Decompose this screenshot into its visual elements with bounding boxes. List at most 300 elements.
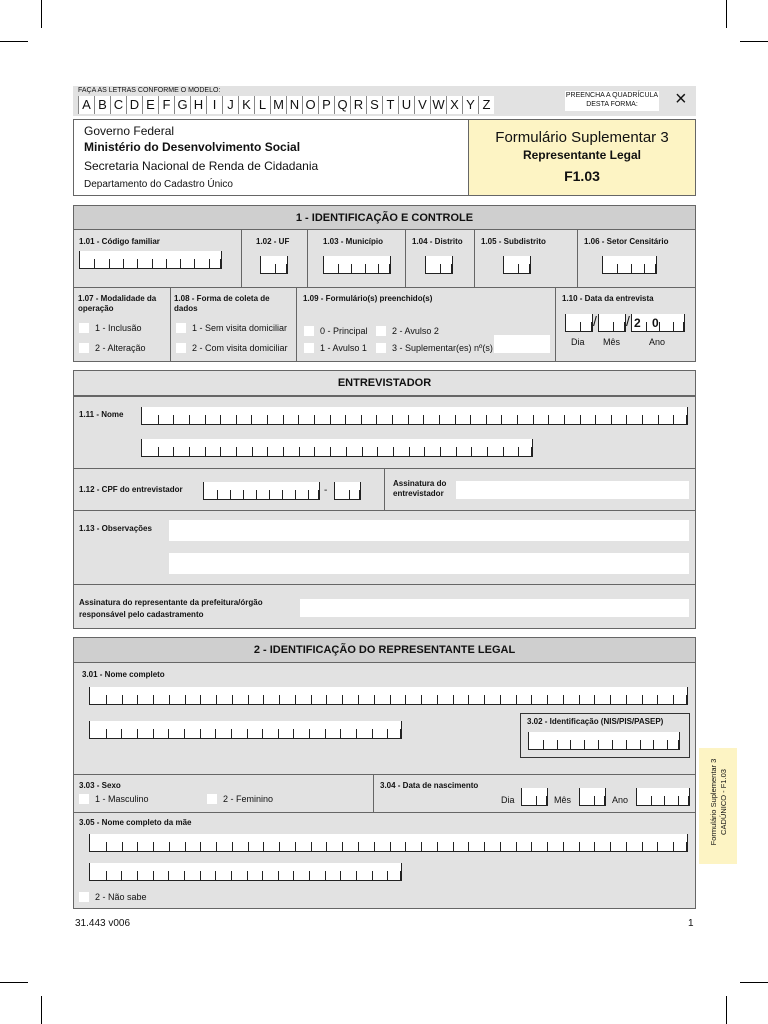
cell-divider bbox=[393, 447, 394, 456]
uf-input[interactable] bbox=[260, 256, 288, 274]
cell-divider bbox=[378, 264, 379, 273]
cell-divider bbox=[610, 695, 611, 704]
cell-divider bbox=[631, 264, 632, 273]
cell-divider bbox=[531, 842, 532, 851]
cell-divider bbox=[531, 695, 532, 704]
birth-year-input[interactable] bbox=[636, 788, 690, 806]
observations-line2[interactable] bbox=[169, 553, 689, 574]
cell-divider bbox=[338, 264, 339, 273]
cell-divider bbox=[349, 490, 350, 499]
cell-divider bbox=[309, 871, 310, 880]
field-1-09-label: 1.09 - Formulário(s) preenchido(s) bbox=[303, 294, 433, 303]
field-3-04-label: 3.04 - Data de nascimento bbox=[380, 781, 479, 790]
cell-divider bbox=[314, 447, 315, 456]
cell-divider bbox=[626, 695, 627, 704]
field-1-10-label: 1.10 - Data da entrevista bbox=[562, 294, 654, 303]
divider bbox=[73, 287, 696, 288]
cell-divider bbox=[390, 842, 391, 851]
birth-day-input[interactable] bbox=[521, 788, 548, 806]
model-letter: P bbox=[318, 96, 334, 114]
form-code: F1.03 bbox=[564, 168, 600, 184]
cell-divider bbox=[152, 259, 153, 268]
option-inclusion[interactable]: 1 - Inclusão bbox=[79, 323, 142, 334]
side-tab bbox=[699, 748, 737, 864]
model-letter: T bbox=[382, 96, 398, 114]
cell-divider bbox=[516, 842, 517, 851]
form-title: Formulário Suplementar 3 bbox=[495, 129, 669, 146]
cell-divider bbox=[262, 729, 263, 738]
cell-divider bbox=[137, 871, 138, 880]
cell-divider bbox=[279, 842, 280, 851]
model-letter: L bbox=[254, 96, 270, 114]
model-letter: S bbox=[366, 96, 382, 114]
option-avulso-2[interactable]: 2 - Avulso 2 bbox=[376, 326, 439, 337]
date-separator: / bbox=[593, 313, 597, 329]
cell-divider bbox=[247, 871, 248, 880]
cell-divider bbox=[330, 447, 331, 456]
cell-divider bbox=[267, 447, 268, 456]
cell-divider bbox=[295, 490, 296, 499]
census-sector-input[interactable] bbox=[602, 256, 657, 274]
field-1-08-label: 1.08 - Forma de coleta de dados bbox=[174, 294, 270, 313]
crop-mark bbox=[41, 0, 42, 28]
checkbox[interactable] bbox=[79, 343, 89, 353]
divider bbox=[241, 230, 242, 287]
cell-divider bbox=[137, 729, 138, 738]
cell-divider bbox=[486, 415, 487, 424]
cell-divider bbox=[166, 259, 167, 268]
checkbox[interactable] bbox=[376, 326, 386, 336]
model-letter: W bbox=[430, 96, 446, 114]
cell-divider bbox=[269, 490, 270, 499]
cell-divider bbox=[423, 415, 424, 424]
cell-divider bbox=[570, 740, 571, 749]
cell-divider bbox=[122, 842, 123, 851]
rep-signature-field[interactable] bbox=[300, 599, 689, 617]
year-caption: Ano bbox=[649, 337, 666, 347]
model-letter: D bbox=[126, 96, 142, 114]
option-principal[interactable]: 0 - Principal bbox=[304, 326, 368, 337]
family-code-input[interactable] bbox=[79, 251, 222, 269]
cell-divider bbox=[342, 842, 343, 851]
option-female[interactable]: 2 - Feminino bbox=[207, 794, 273, 805]
interviewer-name-line2[interactable] bbox=[141, 439, 533, 457]
model-letter: Q bbox=[334, 96, 350, 114]
cell-divider bbox=[184, 871, 185, 880]
cell-divider bbox=[361, 415, 362, 424]
cell-divider bbox=[557, 740, 558, 749]
cell-divider bbox=[345, 415, 346, 424]
cell-divider bbox=[439, 415, 440, 424]
cpf-input[interactable] bbox=[203, 482, 320, 500]
model-letter: E bbox=[142, 96, 158, 114]
birth-month-caption: Mês bbox=[554, 795, 572, 805]
cell-divider bbox=[405, 842, 406, 851]
cell-divider bbox=[189, 447, 190, 456]
cell-divider bbox=[200, 871, 201, 880]
field-3-01-label: 3.01 - Nome completo bbox=[82, 670, 165, 679]
model-letter: Z bbox=[478, 96, 494, 114]
cell-divider bbox=[311, 842, 312, 851]
cell-divider bbox=[487, 447, 488, 456]
cell-divider bbox=[484, 695, 485, 704]
cell-divider bbox=[644, 264, 645, 273]
divider bbox=[73, 510, 696, 511]
cell-divider bbox=[440, 447, 441, 456]
cell-divider bbox=[376, 415, 377, 424]
field-3-05-label: 3.05 - Nome completo da mãe bbox=[79, 818, 192, 827]
cell-divider bbox=[617, 264, 618, 273]
full-name-line2[interactable] bbox=[89, 721, 402, 739]
model-caption: FAÇA AS LETRAS CONFORME O MODELO: bbox=[78, 87, 221, 94]
cell-divider bbox=[468, 842, 469, 851]
cell-divider bbox=[325, 729, 326, 738]
mother-name-line1[interactable] bbox=[89, 834, 688, 852]
cell-divider bbox=[256, 490, 257, 499]
cell-divider bbox=[158, 415, 159, 424]
cell-divider bbox=[387, 871, 388, 880]
cell-divider bbox=[325, 871, 326, 880]
cell-divider bbox=[579, 842, 580, 851]
cell-divider bbox=[209, 259, 210, 268]
divider bbox=[307, 230, 308, 287]
cell-divider bbox=[612, 740, 613, 749]
field-1-07-label: 1.07 - Modalidade da operação bbox=[78, 294, 157, 313]
cell-divider bbox=[377, 447, 378, 456]
agency-line1: Governo Federal bbox=[84, 124, 175, 138]
cell-divider bbox=[200, 729, 201, 738]
option-alteration[interactable]: 2 - Alteração bbox=[79, 343, 146, 354]
section2-title: 2 - IDENTIFICAÇÃO DO REPRESENTANTE LEGAL bbox=[73, 637, 696, 663]
divider bbox=[384, 468, 385, 510]
form-subtitle: Representante Legal bbox=[522, 148, 642, 162]
option-unknown-mother[interactable]: 2 - Não sabe bbox=[79, 892, 147, 903]
model-letter: A bbox=[78, 96, 94, 114]
cell-divider bbox=[278, 871, 279, 880]
cell-divider bbox=[673, 695, 674, 704]
cell-divider bbox=[500, 842, 501, 851]
checkbox[interactable] bbox=[176, 343, 186, 353]
divider bbox=[73, 812, 696, 813]
field-1-04-label: 1.04 - Distrito bbox=[412, 237, 463, 246]
interviewer-signature-field[interactable] bbox=[456, 481, 689, 499]
model-letter: B bbox=[94, 96, 110, 114]
crop-mark bbox=[726, 0, 727, 28]
cell-divider bbox=[564, 415, 565, 424]
footer-code: 31.443 v006 bbox=[75, 918, 131, 929]
crop-mark bbox=[41, 996, 42, 1024]
cell-divider bbox=[308, 490, 309, 499]
interviewer-name-line1[interactable] bbox=[141, 407, 688, 425]
divider bbox=[170, 287, 171, 362]
cell-divider bbox=[351, 264, 352, 273]
crop-mark bbox=[726, 996, 727, 1024]
cell-divider bbox=[314, 415, 315, 424]
option-avulso-1[interactable]: 1 - Avulso 1 bbox=[304, 343, 367, 354]
mother-name-line2[interactable] bbox=[89, 863, 402, 881]
cell-divider bbox=[279, 695, 280, 704]
cell-divider bbox=[263, 842, 264, 851]
cell-divider bbox=[168, 729, 169, 738]
municipality-input[interactable] bbox=[323, 256, 391, 274]
observations-line1[interactable] bbox=[169, 520, 689, 541]
checkbox[interactable] bbox=[176, 323, 186, 333]
district-input[interactable] bbox=[425, 256, 453, 274]
divider bbox=[405, 230, 406, 287]
cell-divider bbox=[248, 842, 249, 851]
option-supplementary[interactable]: 3 - Suplementar(es) nº(s) bbox=[376, 343, 493, 354]
cell-divider bbox=[392, 415, 393, 424]
field-3-03-label: 3.03 - Sexo bbox=[79, 781, 121, 790]
form-title-block bbox=[468, 119, 696, 196]
checkbox[interactable] bbox=[79, 323, 89, 333]
nis-input[interactable] bbox=[528, 732, 680, 750]
section1-title: 1 - IDENTIFICAÇÃO E CONTROLE bbox=[73, 205, 696, 230]
cell-divider bbox=[453, 695, 454, 704]
cell-divider bbox=[440, 264, 441, 273]
option-with-visit[interactable]: 2 - Com visita domiciliar bbox=[176, 343, 288, 354]
cell-divider bbox=[673, 322, 674, 331]
field-1-01-label: 1.01 - Código familiar bbox=[79, 237, 160, 246]
agency-line4: Departamento do Cadastro Único bbox=[84, 179, 233, 190]
cell-divider bbox=[421, 842, 422, 851]
cell-divider bbox=[194, 259, 195, 268]
cell-divider bbox=[216, 842, 217, 851]
cell-divider bbox=[365, 264, 366, 273]
cell-divider bbox=[173, 447, 174, 456]
model-letter: J bbox=[222, 96, 238, 114]
cpf-check-input[interactable] bbox=[334, 482, 361, 500]
cell-divider bbox=[563, 695, 564, 704]
cell-divider bbox=[283, 447, 284, 456]
option-without-visit[interactable]: 1 - Sem visita domiciliar bbox=[176, 323, 287, 334]
model-letters bbox=[78, 96, 494, 114]
cell-divider bbox=[500, 695, 501, 704]
cpf-separator: - bbox=[324, 485, 328, 496]
cell-divider bbox=[667, 740, 668, 749]
cell-divider bbox=[232, 695, 233, 704]
cell-divider bbox=[330, 415, 331, 424]
cell-divider bbox=[437, 695, 438, 704]
cell-divider bbox=[220, 447, 221, 456]
cell-divider bbox=[215, 729, 216, 738]
cell-divider bbox=[642, 842, 643, 851]
cell-divider bbox=[299, 447, 300, 456]
agency-line2: Ministério do Desenvolvimento Social bbox=[84, 140, 301, 154]
cell-divider bbox=[248, 695, 249, 704]
cell-divider bbox=[455, 415, 456, 424]
cell-divider bbox=[121, 729, 122, 738]
cell-divider bbox=[137, 259, 138, 268]
cell-divider bbox=[374, 695, 375, 704]
subdistrict-input[interactable] bbox=[503, 256, 531, 274]
year-prefix: 2 0 bbox=[634, 316, 663, 330]
cell-divider bbox=[243, 490, 244, 499]
cell-divider bbox=[678, 796, 679, 805]
cell-divider bbox=[653, 740, 654, 749]
model-letter: I bbox=[206, 96, 222, 114]
crop-mark bbox=[740, 982, 768, 983]
option-male[interactable]: 1 - Masculino bbox=[79, 794, 149, 805]
cell-divider bbox=[251, 415, 252, 424]
cell-divider bbox=[516, 695, 517, 704]
date-separator: / bbox=[626, 313, 630, 329]
cell-divider bbox=[362, 447, 363, 456]
rep-signature-label: Assinatura do representante da prefeitura/órgão responsável pelo cadastramento bbox=[79, 598, 263, 619]
field-1-12-label: 1.12 - CPF do entrevistador bbox=[79, 485, 183, 494]
field-1-02-label: 1.02 - UF bbox=[256, 237, 290, 246]
model-letter: G bbox=[174, 96, 190, 114]
cell-divider bbox=[200, 842, 201, 851]
cell-divider bbox=[468, 695, 469, 704]
cell-divider bbox=[217, 490, 218, 499]
cell-divider bbox=[184, 729, 185, 738]
birth-day-caption: Dia bbox=[501, 795, 515, 805]
cell-divider bbox=[236, 415, 237, 424]
cell-divider bbox=[536, 796, 537, 805]
cell-divider bbox=[518, 264, 519, 273]
cell-divider bbox=[372, 871, 373, 880]
page-number: 1 bbox=[688, 918, 694, 929]
checkbox[interactable] bbox=[79, 794, 89, 804]
cell-divider bbox=[471, 447, 472, 456]
cell-divider bbox=[651, 796, 652, 805]
cell-divider bbox=[547, 695, 548, 704]
model-letter: C bbox=[110, 96, 126, 114]
cell-divider bbox=[613, 322, 614, 331]
cell-divider bbox=[158, 447, 159, 456]
cell-divider bbox=[205, 415, 206, 424]
full-name-line1[interactable] bbox=[89, 687, 688, 705]
cell-divider bbox=[594, 695, 595, 704]
cell-divider bbox=[563, 842, 564, 851]
cell-divider bbox=[215, 871, 216, 880]
agency-block bbox=[73, 119, 469, 196]
cell-divider bbox=[282, 490, 283, 499]
cell-divider bbox=[123, 259, 124, 268]
cell-divider bbox=[137, 842, 138, 851]
model-letter: M bbox=[270, 96, 286, 114]
cell-divider bbox=[356, 871, 357, 880]
interview-month-input[interactable] bbox=[598, 314, 626, 332]
birth-month-input[interactable] bbox=[579, 788, 606, 806]
cell-divider bbox=[326, 695, 327, 704]
checkbox[interactable] bbox=[304, 326, 314, 336]
divider bbox=[474, 230, 475, 287]
divider bbox=[373, 774, 374, 812]
divider bbox=[73, 584, 696, 585]
cell-divider bbox=[298, 415, 299, 424]
checkbox[interactable] bbox=[207, 794, 217, 804]
cell-divider bbox=[424, 447, 425, 456]
checkbox[interactable] bbox=[304, 343, 314, 353]
cell-divider bbox=[456, 447, 457, 456]
cell-divider bbox=[594, 842, 595, 851]
interview-day-input[interactable] bbox=[565, 314, 593, 332]
cell-divider bbox=[584, 740, 585, 749]
crop-mark bbox=[0, 41, 28, 42]
cell-divider bbox=[409, 447, 410, 456]
divider bbox=[73, 774, 696, 775]
cell-divider bbox=[122, 695, 123, 704]
cell-divider bbox=[295, 842, 296, 851]
cell-divider bbox=[657, 842, 658, 851]
cell-divider bbox=[106, 871, 107, 880]
checkbox[interactable] bbox=[376, 343, 386, 353]
cell-divider bbox=[342, 695, 343, 704]
model-letter: F bbox=[158, 96, 174, 114]
divider bbox=[296, 287, 297, 362]
fill-caption: PREENCHA A QUADRÍCULA DESTA FORMA: bbox=[565, 91, 659, 111]
cell-divider bbox=[346, 447, 347, 456]
cell-divider bbox=[153, 871, 154, 880]
cell-divider bbox=[216, 695, 217, 704]
cell-divider bbox=[106, 729, 107, 738]
cell-divider bbox=[453, 842, 454, 851]
cell-divider bbox=[470, 415, 471, 424]
cell-divider bbox=[484, 842, 485, 851]
model-letter: X bbox=[446, 96, 462, 114]
cell-divider bbox=[94, 259, 95, 268]
cell-divider bbox=[642, 695, 643, 704]
cell-divider bbox=[405, 695, 406, 704]
cell-divider bbox=[230, 490, 231, 499]
cell-divider bbox=[533, 415, 534, 424]
cell-divider bbox=[311, 695, 312, 704]
cell-divider bbox=[658, 415, 659, 424]
cell-divider bbox=[579, 695, 580, 704]
day-caption: Dia bbox=[571, 337, 585, 347]
cell-divider bbox=[503, 447, 504, 456]
divider bbox=[555, 287, 556, 362]
cell-divider bbox=[293, 729, 294, 738]
crop-mark bbox=[740, 41, 768, 42]
model-letter: U bbox=[398, 96, 414, 114]
cell-divider bbox=[153, 842, 154, 851]
cell-divider bbox=[295, 695, 296, 704]
cell-divider bbox=[205, 447, 206, 456]
supplementary-numbers-input[interactable] bbox=[494, 335, 550, 353]
cell-divider bbox=[626, 842, 627, 851]
cell-divider bbox=[153, 695, 154, 704]
interviewer-title: ENTREVISTADOR bbox=[73, 370, 696, 396]
cell-divider bbox=[189, 415, 190, 424]
cell-divider bbox=[137, 695, 138, 704]
cell-divider bbox=[340, 729, 341, 738]
cell-divider bbox=[106, 695, 107, 704]
cell-divider bbox=[326, 842, 327, 851]
cell-divider bbox=[543, 740, 544, 749]
cell-divider bbox=[153, 729, 154, 738]
cell-divider bbox=[275, 264, 276, 273]
cell-divider bbox=[580, 415, 581, 424]
crop-mark bbox=[0, 982, 28, 983]
month-caption: Mês bbox=[603, 337, 621, 347]
model-letter: Y bbox=[462, 96, 478, 114]
checkbox[interactable] bbox=[79, 892, 89, 902]
cell-divider bbox=[421, 695, 422, 704]
cell-divider bbox=[358, 842, 359, 851]
cell-divider bbox=[626, 740, 627, 749]
cell-divider bbox=[169, 842, 170, 851]
cell-divider bbox=[121, 871, 122, 880]
cell-divider bbox=[673, 415, 674, 424]
cell-divider bbox=[611, 415, 612, 424]
cell-divider bbox=[547, 842, 548, 851]
cell-divider bbox=[358, 695, 359, 704]
cell-divider bbox=[518, 447, 519, 456]
cell-divider bbox=[626, 415, 627, 424]
